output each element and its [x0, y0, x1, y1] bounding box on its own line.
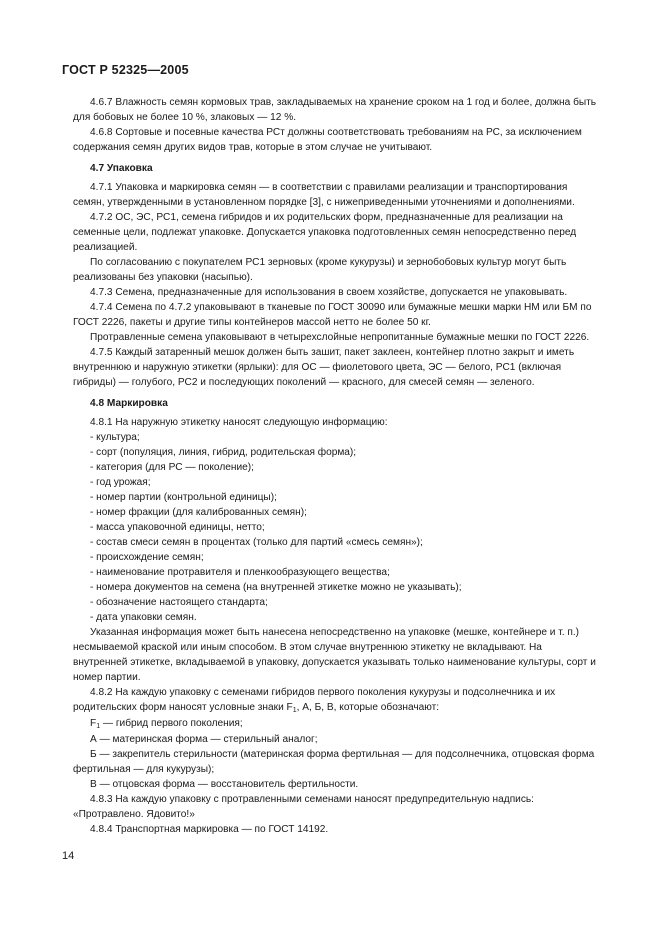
paragraph-4-8-2	[73, 685, 597, 716]
paragraph-4-7-4: 4.7.4 Семена по 4.7.2 упаковывают в тканевые по ГОСТ 30090 или бумажные мешки марки НМ или БМ по ГОСТ 2226, пакеты и другие типы контейнеров массой нетто не более 50 кг.	[73, 302, 592, 328]
list-item: - состав смеси семян в процентах (только для партий «смесь семян»);	[90, 537, 423, 548]
section-heading-packaging: 4.7 Упаковка	[90, 163, 153, 174]
paragraph-4-8-1-note: Указанная информация может быть нанесена непосредственно на упаковке (мешке, контейнере и т. п.) несмываемой краской или иным способом. В этом случае внутреннюю этикетку не вкладывают. На внутренней этикетке, вкладываемой в упаковку, допускается указывать только наименование культуры, сорт и номер партии.	[73, 627, 596, 683]
section-heading-marking: 4.8 Маркировка	[90, 398, 168, 409]
definition-f1-text: — гибрид первого поколения;	[100, 718, 243, 729]
list-item: - сорт (популяция, линия, гибрид, родительская форма);	[90, 447, 357, 458]
subscript-1: 1	[96, 723, 101, 730]
definition-v: В — отцовская форма — восстановитель фертильности.	[90, 779, 359, 790]
paragraph-4-7-1: 4.7.1 Упаковка и маркировка семян — в соответствии с правилами реализации и транспортирования семян, утвержденными в установленном порядке [3], с нижеприведенными уточнениями и дополнениями.	[73, 182, 575, 208]
list-item: - наименование протравителя и пленкообразующего вещества;	[90, 567, 390, 578]
list-item: - культура;	[90, 432, 140, 443]
page-header: ГОСТ Р 52325—2005	[62, 63, 189, 77]
list-item: - масса упаковочной единицы, нетто;	[90, 522, 265, 533]
list-item: - происхождение семян;	[90, 552, 204, 563]
list-item: - номер фракции (для калиброванных семян);	[90, 507, 307, 518]
list-item: - номера документов на семена (на внутренней этикетке можно не указывать);	[90, 582, 462, 593]
symbol-f: F	[90, 718, 97, 729]
paragraph-4-7-4-note: Протравленные семена упаковывают в четырехслойные непропитанные бумажные мешки по ГОСТ 2226.	[90, 332, 590, 343]
paragraph-4-6-8: 4.6.8 Сортовые и посевные качества РСт должны соответствовать требованиям на РС, за исключением содержания семян других видов трав, которые в этом случае не учитывают.	[73, 127, 582, 153]
paragraph-4-8-1: 4.8.1 На наружную этикетку наносят следующую информацию:	[90, 417, 388, 428]
list-item: - номер партии (контрольной единицы);	[90, 492, 277, 503]
document-body	[73, 95, 597, 837]
list-item: - обозначение настоящего стандарта;	[90, 597, 268, 608]
subscript-1: 1	[292, 707, 297, 714]
paragraph-4-8-2-text: 4.8.2 На каждую упаковку с семенами гибридов первого поколения кукурузы и подсолнечника и их родительских форм наносят условные знаки F	[73, 687, 556, 713]
paragraph-4-7-2: 4.7.2 ОС, ЭС, РС1, семена гибридов и их родительских форм, предназначенные для реализации на семенные цели, подлежат упаковке. Допускается упаковка подготовленных семян непосредственно перед реализацией.	[73, 212, 577, 253]
paragraph-4-7-2-note: По согласованию с покупателем РС1 зерновых (кроме кукурузы) и зернобобовых культур могут быть реализованы без упаковки (насыпью).	[73, 257, 567, 283]
list-item: - год урожая;	[90, 477, 151, 488]
list-item: - категория (для РС — поколение);	[90, 462, 254, 473]
paragraph-4-7-3: 4.7.3 Семена, предназначенные для использования в своем хозяйстве, допускается не упаковывать.	[90, 287, 568, 298]
list-item: - дата упаковки семян.	[90, 612, 197, 623]
paragraph-4-8-2-tail: , А, Б, В, которые обозначают:	[296, 702, 440, 713]
paragraph-4-8-3: 4.8.3 На каждую упаковку с протравленными семенами наносят предупредительную надпись: «Протравлено. Ядовито!»	[73, 794, 534, 820]
paragraph-4-7-5: 4.7.5 Каждый затаренный мешок должен быть зашит, пакет заклеен, контейнер плотно закрыт и иметь внутреннюю и наружную этикетки (ярлыки): для ОС — фиолетового цвета, ЭС — белого, РС1 (включая гибриды) — голубого, РС2 и последующих поколений — красного, для смесей семян — зеленого.	[73, 347, 575, 388]
definition-a: А — материнская форма — стерильный аналог;	[90, 734, 318, 745]
definition-f1	[73, 716, 597, 732]
definition-b: Б — закрепитель стерильности (материнская форма фертильная — для подсолнечника, отцовская форма фертильная — для кукурузы);	[73, 749, 595, 775]
paragraph-4-6-7: 4.6.7 Влажность семян кормовых трав, закладываемых на хранение сроком на 1 год и более, должна быть для бобовых не более 10 %, злаковых — 12 %.	[73, 97, 597, 123]
paragraph-4-8-4: 4.8.4 Транспортная маркировка — по ГОСТ 14192.	[90, 824, 329, 835]
page-number: 14	[62, 850, 75, 862]
